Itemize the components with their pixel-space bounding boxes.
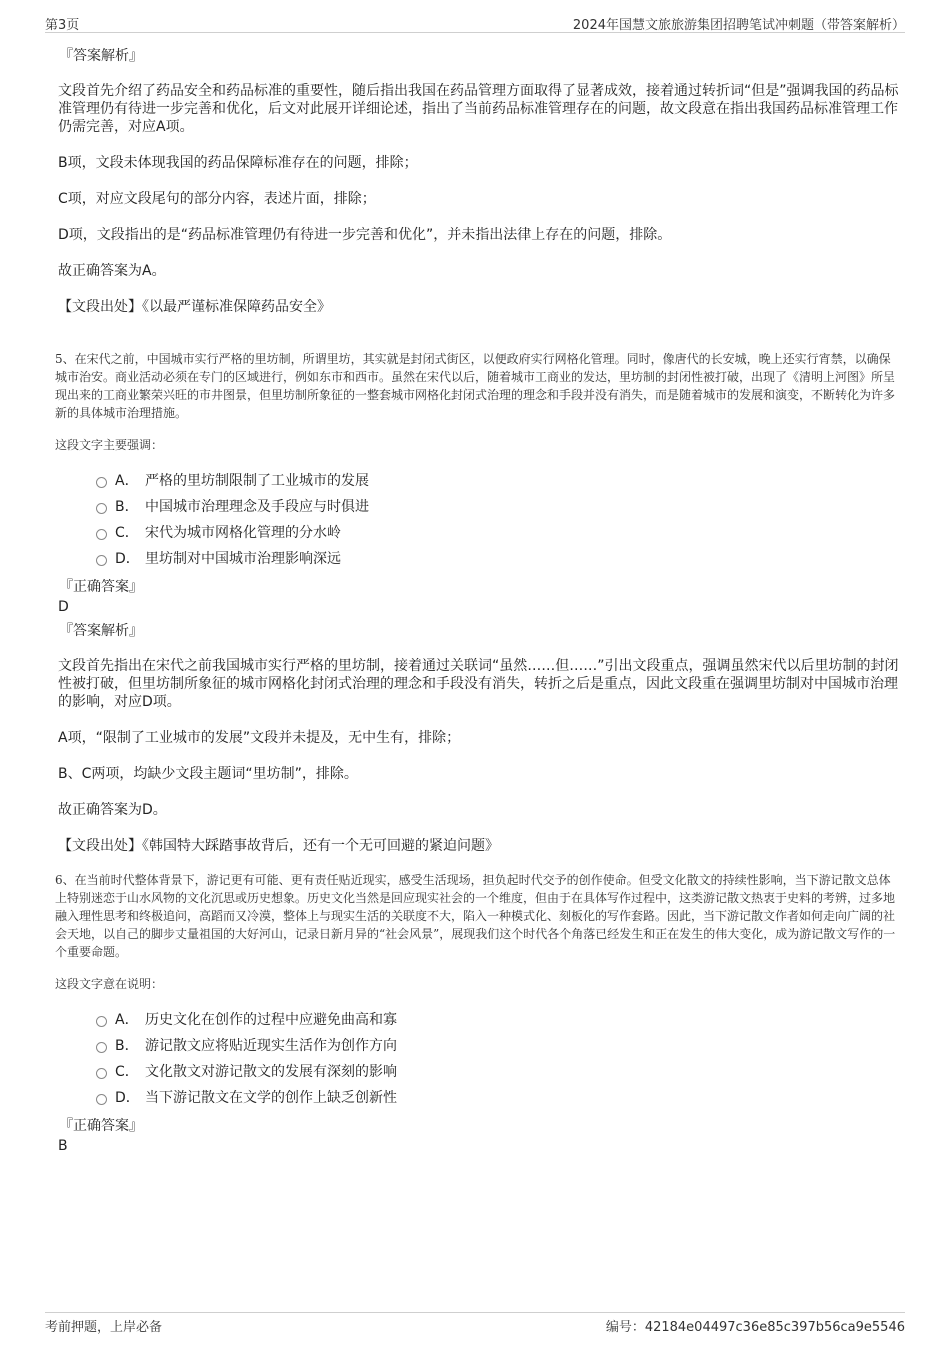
q4-note-d: D项，文段指出的是“药品标准管理仍有待进一步完善和优化”，并未指出法律上存在的问题，排除。 — [58, 227, 672, 243]
q6-question-text: 6、在当前时代整体背景下，游记更有可能、更有责任贴近现实，感受生活现场，担负起时代交予的创作使命。但受文化散文的持续性影响，当下游记散文总体上特别迷恋于山水风物的文化沉思或历史想象。历史文化当然是回应现实社会的一个维度，但由于在具体写作过程中，这类游记散文热衷于史料的考辨，过多地融入理性思考和终极追问，高蹈而又冷漠，整体上与现实生活的关联度不大，陷入一种模式化、刻板化的写作套路。因此，当下游记散文作者如何走向广阔的社会天地，以自己的脚步丈量祖国的大好河山，记录日新月异的“社会风景”，展现我们这个时代各个角落已经发生和正在发生的伟大变化，成为游记散文写作的一个重要命题。 — [55, 873, 896, 959]
q4-analysis: 文段首先介绍了药品安全和药品标准的重要性，随后指出我国在药品管理方面取得了显著成效，接着通过转折词“但是”强调我国的药品标准管理仍有待进一步完善和优化，后文对此展开详细论述，指出了当前药品标准管理存在的问题，故文段意在指出我国药品标准管理工作仍需完善，对应A项。 — [58, 83, 899, 135]
q6-option-a[interactable]: A． 历史文化在创作的过程中应避免曲高和寡 — [96, 1006, 902, 1032]
page-header — [45, 12, 905, 33]
q5-option-c[interactable]: C． 宋代为城市网格化管理的分水岭 — [96, 519, 902, 545]
q5-final-answer: 故正确答案为D。 — [58, 802, 167, 818]
page-footer — [45, 1312, 905, 1335]
q6-option-d[interactable]: D． 当下游记散文在文学的创作上缺乏创新性 — [96, 1084, 902, 1110]
radio-icon[interactable] — [96, 477, 107, 488]
q5-note-bc: B、C两项，均缺少文段主题词“里坊制”，排除。 — [58, 766, 358, 782]
q5-analysis: 文段首先指出在宋代之前我国城市实行严格的里坊制，接着通过关联词“虽然……但……”引出文段重点，强调虽然宋代以后里坊制的封闭性被打破，但里坊制所象征的城市网格化封闭式治理的理念和手段没有消失，转折之后是重点，因此文段重在强调里坊制对中国城市治理的影响，对应D项。 — [58, 658, 899, 710]
q5-note-a: A项，“限制了工业城市的发展”文段并未提及，无中生有，排除； — [58, 730, 461, 746]
document-body — [55, 46, 902, 1156]
q6-options — [96, 1006, 902, 1110]
q5-correct-answer: D — [58, 599, 69, 615]
q5-question-text: 5、在宋代之前，中国城市实行严格的里坊制，所谓里坊，其实就是封闭式街区，以便政府实行网格化管理。同时，像唐代的长安城，晚上还实行宵禁，以确保城市治安。商业活动必须在专门的区域进行，例如东市和西市。虽然在宋代以后，随着城市工商业的发达，里坊制的封闭性被打破，出现了《清明上河图》所呈现出来的工商业繁荣兴旺的市井图景，但里坊制所象征的一整套城市网格化封闭式治理的理念和手段并没有消失，而是随着城市的发展和演变，不断转化为许多新的具体城市治理措施。 — [55, 352, 896, 420]
q4-source: 【文段出处】《以最严谨标准保障药品安全》 — [58, 299, 331, 315]
q5-correct-label: 『正确答案』 — [59, 579, 143, 595]
q5-option-a[interactable]: A． 严格的里坊制限制了工业城市的发展 — [96, 467, 902, 493]
page-number: 第3页 — [45, 18, 80, 33]
radio-icon[interactable] — [96, 1016, 107, 1027]
document-id: 编号：42184e04497c36e85c397b56ca9e5546 — [605, 1320, 905, 1335]
q5-analysis-label: 『答案解析』 — [59, 623, 143, 639]
q5-source: 【文段出处】《韩国特大踩踏事故背后，还有一个无可回避的紧迫问题》 — [58, 838, 499, 854]
radio-icon[interactable] — [96, 1068, 107, 1079]
q4-final-answer: 故正确答案为A。 — [58, 263, 166, 279]
q6-option-c[interactable]: C． 文化散文对游记散文的发展有深刻的影响 — [96, 1058, 902, 1084]
q4-note-b: B项，文段未体现我国的药品保障标准存在的问题，排除； — [58, 155, 418, 171]
q6-option-b[interactable]: B． 游记散文应将贴近现实生活作为创作方向 — [96, 1032, 902, 1058]
footer-slogan: 考前押题，上岸必备 — [45, 1320, 163, 1335]
q5-prompt: 这段文字主要强调： — [55, 438, 164, 452]
radio-icon[interactable] — [96, 1042, 107, 1053]
q5-option-b[interactable]: B． 中国城市治理理念及手段应与时俱进 — [96, 493, 902, 519]
q5-options — [96, 467, 902, 571]
radio-icon[interactable] — [96, 529, 107, 540]
radio-icon[interactable] — [96, 555, 107, 566]
radio-icon[interactable] — [96, 503, 107, 514]
q6-correct-label: 『正确答案』 — [59, 1118, 143, 1134]
q4-analysis-label: 『答案解析』 — [59, 48, 143, 64]
q4-note-c: C项，对应文段尾句的部分内容，表述片面，排除； — [58, 191, 376, 207]
q5-option-d[interactable]: D． 里坊制对中国城市治理影响深远 — [96, 545, 902, 571]
document-title: 2024年国慧文旅旅游集团招聘笔试冲刺题（带答案解析） — [572, 18, 905, 33]
q6-prompt: 这段文字意在说明： — [55, 977, 164, 991]
radio-icon[interactable] — [96, 1094, 107, 1105]
q6-correct-answer: B — [58, 1138, 68, 1154]
